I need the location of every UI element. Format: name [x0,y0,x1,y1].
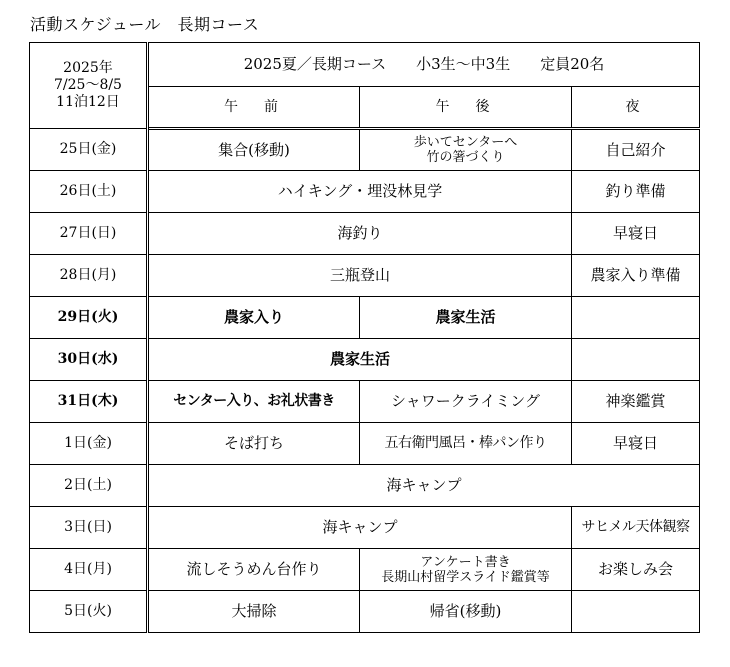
row-night: 早寝日 [572,423,700,465]
row-night: 自己紹介 [572,129,700,171]
schedule-row [30,297,700,339]
row-date: 31日(木) [30,381,148,423]
schedule-row [30,213,700,255]
schedule-row [30,423,700,465]
row-night [572,591,700,633]
row-am: 集合(移動) [148,129,360,171]
row-am: 農家入り [148,297,360,339]
row-night [572,297,700,339]
row-night: 神楽鑑賞 [572,381,700,423]
period-duration: 11泊12日 [56,94,120,110]
row-night: 釣り準備 [572,171,700,213]
row-pm-line2: 竹の箸づくり [426,150,505,165]
row-am: 大掃除 [148,591,360,633]
schedule-row [30,129,700,171]
schedule-table [29,42,700,633]
period-year: 2025年 [63,60,113,76]
row-date: 5日(火) [30,591,148,633]
schedule-row [30,465,700,507]
schedule-row [30,381,700,423]
row-date: 4日(月) [30,549,148,591]
row-all: 海キャンプ [148,465,700,507]
column-header-am: 午 前 [148,87,360,129]
row-date: 30日(水) [30,339,148,381]
schedule-row [30,507,700,549]
schedule-row [30,255,700,297]
row-am: センター入り、お礼状書き [148,381,360,423]
row-night: 農家入り準備 [572,255,700,297]
header-row-course [30,43,700,87]
row-ampm: 三瓶登山 [148,255,572,297]
row-date: 27日(日) [30,213,148,255]
row-night [572,339,700,381]
row-date: 26日(土) [30,171,148,213]
period-cell [30,43,148,129]
row-date: 3日(日) [30,507,148,549]
page-title: 活動スケジュール 長期コース [30,15,260,34]
row-ampm: 農家生活 [148,339,572,381]
row-ampm: 海釣り [148,213,572,255]
row-date: 28日(月) [30,255,148,297]
row-pm-line1: 歩いてセンターへ [413,135,518,150]
column-header-night: 夜 [572,87,700,129]
row-am: そば打ち [148,423,360,465]
row-date: 1日(金) [30,423,148,465]
row-pm: 五右衛門風呂・棒パン作り [360,423,572,465]
row-date: 29日(火) [30,297,148,339]
schedule-row [30,171,700,213]
row-pm-line2: 長期山村留学スライド鑑賞等 [381,569,550,585]
row-pm: 農家生活 [360,297,572,339]
row-pm: シャワークライミング [360,381,572,423]
row-pm-line1: アンケート書き [420,554,511,570]
row-night: お楽しみ会 [572,549,700,591]
row-pm: 帰省(移動) [360,591,572,633]
schedule-row [30,549,700,591]
row-ampm: ハイキング・埋没林見学 [148,171,572,213]
row-night: 早寝日 [572,213,700,255]
period-dates: 7/25～8/5 [54,77,122,93]
row-date: 25日(金) [30,129,148,171]
row-am: 流しそうめん台作り [148,549,360,591]
column-header-pm: 午 後 [360,87,572,129]
row-pm [360,549,572,591]
row-date: 2日(土) [30,465,148,507]
row-night: サヒメル天体観察 [572,507,700,549]
course-title: 2025夏／長期コース 小3生～中3生 定員20名 [148,43,700,87]
schedule-row [30,339,700,381]
row-pm [360,129,572,171]
row-ampm: 海キャンプ [148,507,572,549]
schedule-row [30,591,700,633]
